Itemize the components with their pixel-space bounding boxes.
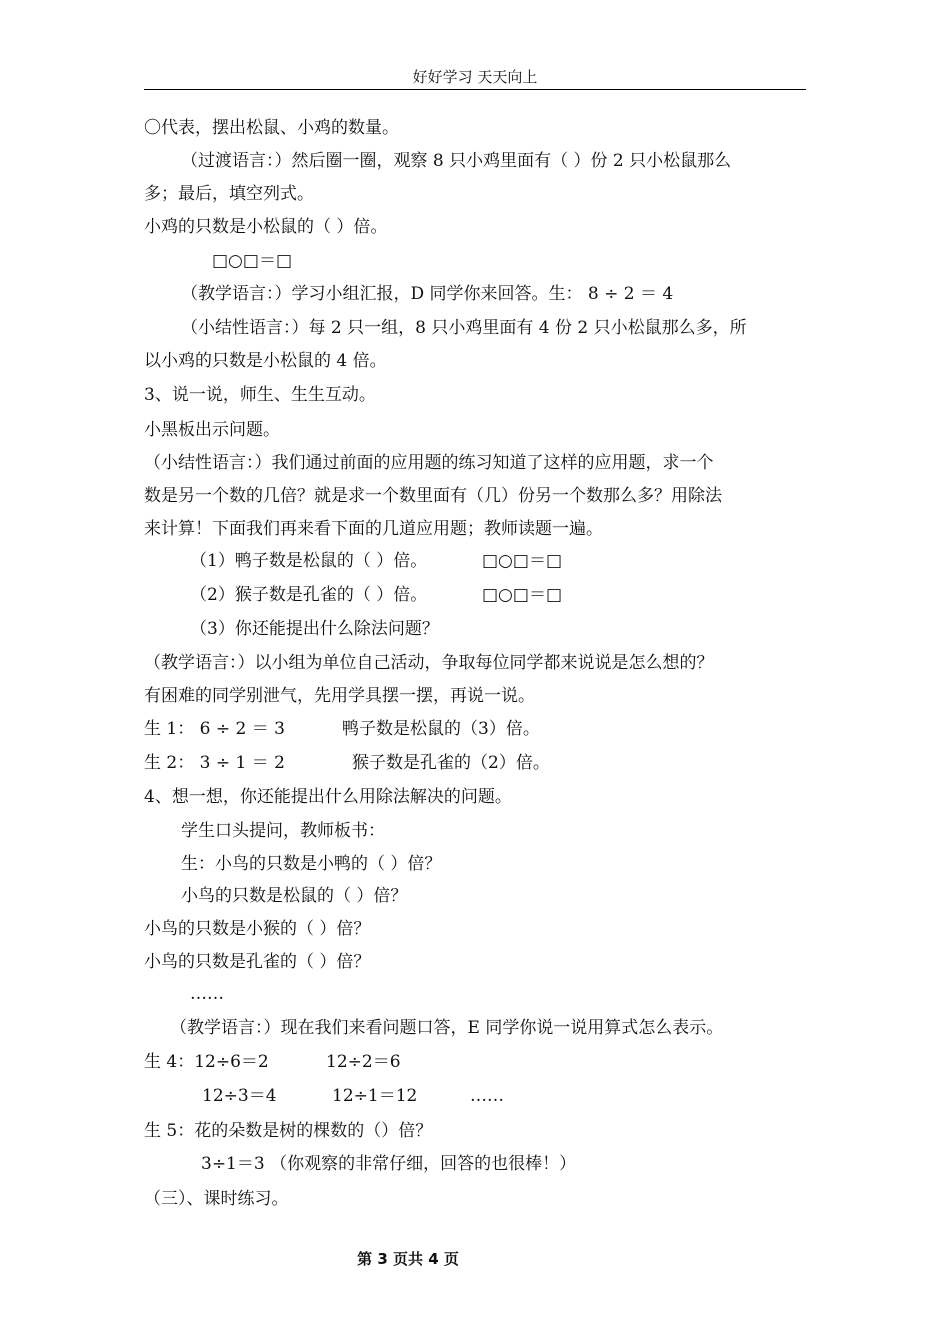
section-heading: 4、想一想，你还能提出什么用除法解决的问题。 — [144, 787, 512, 807]
text-line: 学生口头提问，教师板书： — [181, 821, 385, 841]
text-line: （教学语言：）现在我们来看问题口答，E 同学你说一说用算式怎么表示。 — [170, 1018, 724, 1038]
student-5-question: 生 5：花的朵数是树的棵数的（）倍？ — [144, 1121, 433, 1141]
text-line: 来计算！下面我们再来看下面的几道应用题；教师读题一遍。 — [144, 519, 603, 539]
student-2-equation: 生 2： 3 ÷ 1 ＝ 2 — [144, 753, 285, 773]
question-3: （3）你还能提出什么除法问题？ — [190, 619, 439, 639]
student-5-answer: 3÷1＝3 （你观察的非常仔细，回答的也很棒！） — [201, 1154, 577, 1174]
text-line: 有困难的同学别泄气，先用学具摆一摆，再说一说。 — [144, 686, 535, 706]
student-1-answer: 鸭子数是松鼠的（3）倍。 — [342, 719, 540, 739]
student-4-equation-d: 12÷1＝12 — [332, 1086, 418, 1106]
ellipsis: …… — [190, 984, 224, 1004]
question-1-boxes: □○□＝□ — [482, 551, 563, 571]
text-line: （小结性语言：）每 2 只一组，8 只小鸡里面有 4 份 2 只小松鼠那么多，所 — [181, 318, 747, 338]
question-1: （1）鸭子数是松鼠的（ ）倍。 — [190, 551, 428, 571]
student-1-equation: 生 1： 6 ÷ 2 ＝ 3 — [144, 719, 285, 739]
text-line: 小鸟的只数是孔雀的（ ）倍？ — [144, 952, 371, 972]
text-line: 小鸟的只数是小猴的（ ）倍？ — [144, 919, 371, 939]
student-4-equation-b: 12÷2＝6 — [326, 1052, 401, 1072]
text-line: 〇代表，摆出松鼠、小鸡的数量。 — [144, 118, 399, 138]
student-4-equation-c: 12÷3＝4 — [202, 1086, 277, 1106]
page-header: 好好学习 天天向上 — [412, 68, 538, 86]
text-line: 小鸡的只数是小松鼠的（ ）倍。 — [144, 217, 388, 237]
text-line: 数是另一个数的几倍？就是求一个数里面有（几）份另一个数那么多？用除法 — [144, 486, 722, 506]
equation-boxes: □○□＝□ — [212, 251, 293, 271]
header-rule — [144, 89, 806, 90]
section-heading: 3、说一说，师生、生生互动。 — [144, 385, 376, 405]
text-line: （小结性语言：）我们通过前面的应用题的练习知道了这样的应用题，求一个 — [144, 453, 714, 473]
question-2: （2）猴子数是孔雀的（ ）倍。 — [190, 585, 428, 605]
question-2-boxes: □○□＝□ — [482, 585, 563, 605]
text-line: （教学语言：）学习小组汇报，D 同学你来回答。生： 8 ÷ 2 ＝ 4 — [181, 284, 674, 304]
text-line: （过渡语言：）然后圈一圈，观察 8 只小鸡里面有（ ）份 2 只小松鼠那么 — [181, 151, 732, 171]
student-4-ellipsis: …… — [470, 1086, 504, 1106]
page-footer: 第 3 页共 4 页 — [357, 1250, 459, 1268]
text-line: 生：小鸟的只数是小鸭的（ ）倍？ — [181, 854, 442, 874]
student-4-equation: 生 4：12÷6＝2 — [144, 1052, 269, 1072]
text-line: 小鸟的只数是松鼠的（ ）倍？ — [181, 886, 408, 906]
text-line: 以小鸡的只数是小松鼠的 4 倍。 — [144, 351, 387, 371]
student-2-answer: 猴子数是孔雀的（2）倍。 — [352, 753, 550, 773]
text-line: （教学语言：）以小组为单位自己活动，争取每位同学都来说说是怎么想的？ — [144, 653, 714, 673]
text-line: 小黑板出示问题。 — [144, 420, 280, 440]
section-heading: （三）、课时练习。 — [144, 1189, 289, 1209]
text-line: 多；最后，填空列式。 — [144, 184, 314, 204]
